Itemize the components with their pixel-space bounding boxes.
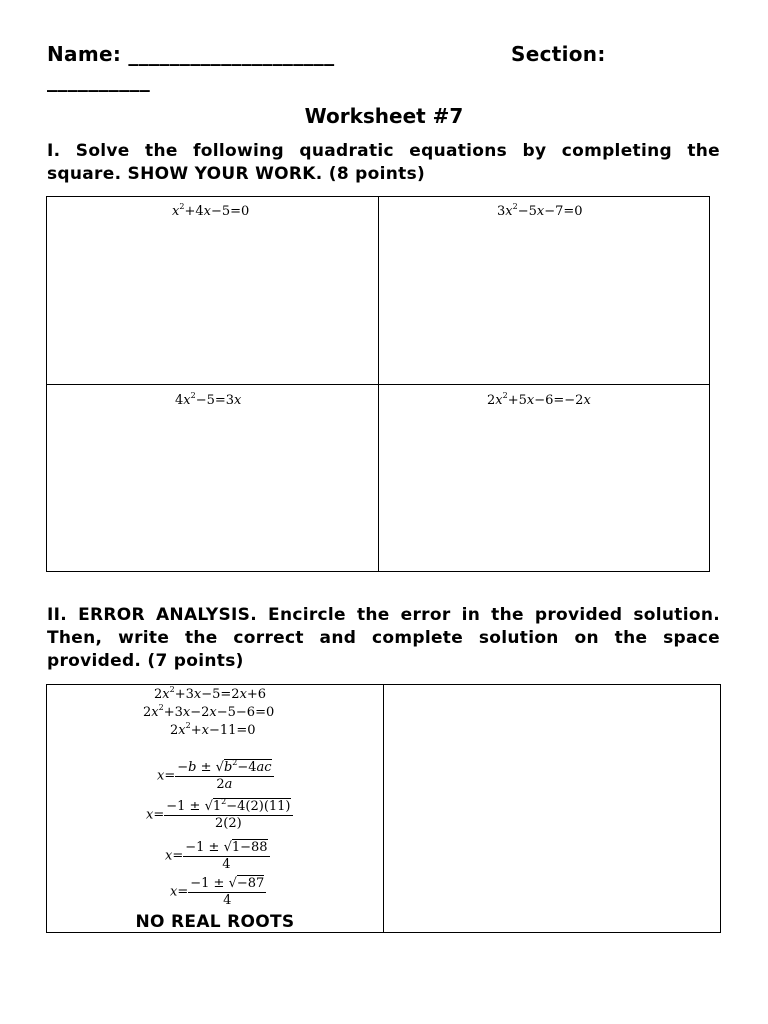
formula-simplify-1: x= $\frac{-1 \pm √1-88}{4}$ <box>165 840 268 872</box>
solution-step-3: $2x^2+x-11=0$ <box>170 721 256 738</box>
section-field-label: Section: <box>511 42 606 66</box>
formula-substitution: x= $\frac{-1 \pm √1^2-4(2)(11)}{2(2)}$ <box>146 797 291 831</box>
worksheet-title: Worksheet #7 <box>304 104 464 128</box>
equation-3: $4x^2-5=3x$ <box>175 391 242 408</box>
equation-1: $x^2+4x-5=0$ <box>172 202 250 219</box>
section-field-line: __________ <box>47 68 150 92</box>
part1-instruction: I. Solve the following quadratic equations by completing the square. SHOW YOUR WORK. (8 points) <box>47 141 720 184</box>
solution-step-2: $2x^2+3x-2x-5-6=0$ <box>143 703 275 720</box>
grid-divider-horizontal <box>47 384 709 385</box>
part2-instruction: II. ERROR ANALYSIS. Encircle the error in the provided solution. Then, write the correct and complete solution on the space provided. (7 points) <box>47 605 720 671</box>
solution-conclusion: NO REAL ROOTS <box>135 912 295 932</box>
formula-simplify-2: x= $\frac{-1 \pm √-87}{4}$ <box>170 876 265 908</box>
grid2-divider-vertical <box>383 685 384 932</box>
solution-step-1: $2x^2+3x-5=2x+6$ <box>154 685 267 702</box>
name-field-label: Name: ____________________ <box>47 42 335 66</box>
equation-4: $2x^2+5x-6=-2x$ <box>487 391 591 408</box>
equation-2: $3x^2-5x-7=0$ <box>497 202 583 219</box>
quadratic-formula: x= $\frac{-b \pm √b^2-4ac}{2a}$ <box>157 758 272 792</box>
